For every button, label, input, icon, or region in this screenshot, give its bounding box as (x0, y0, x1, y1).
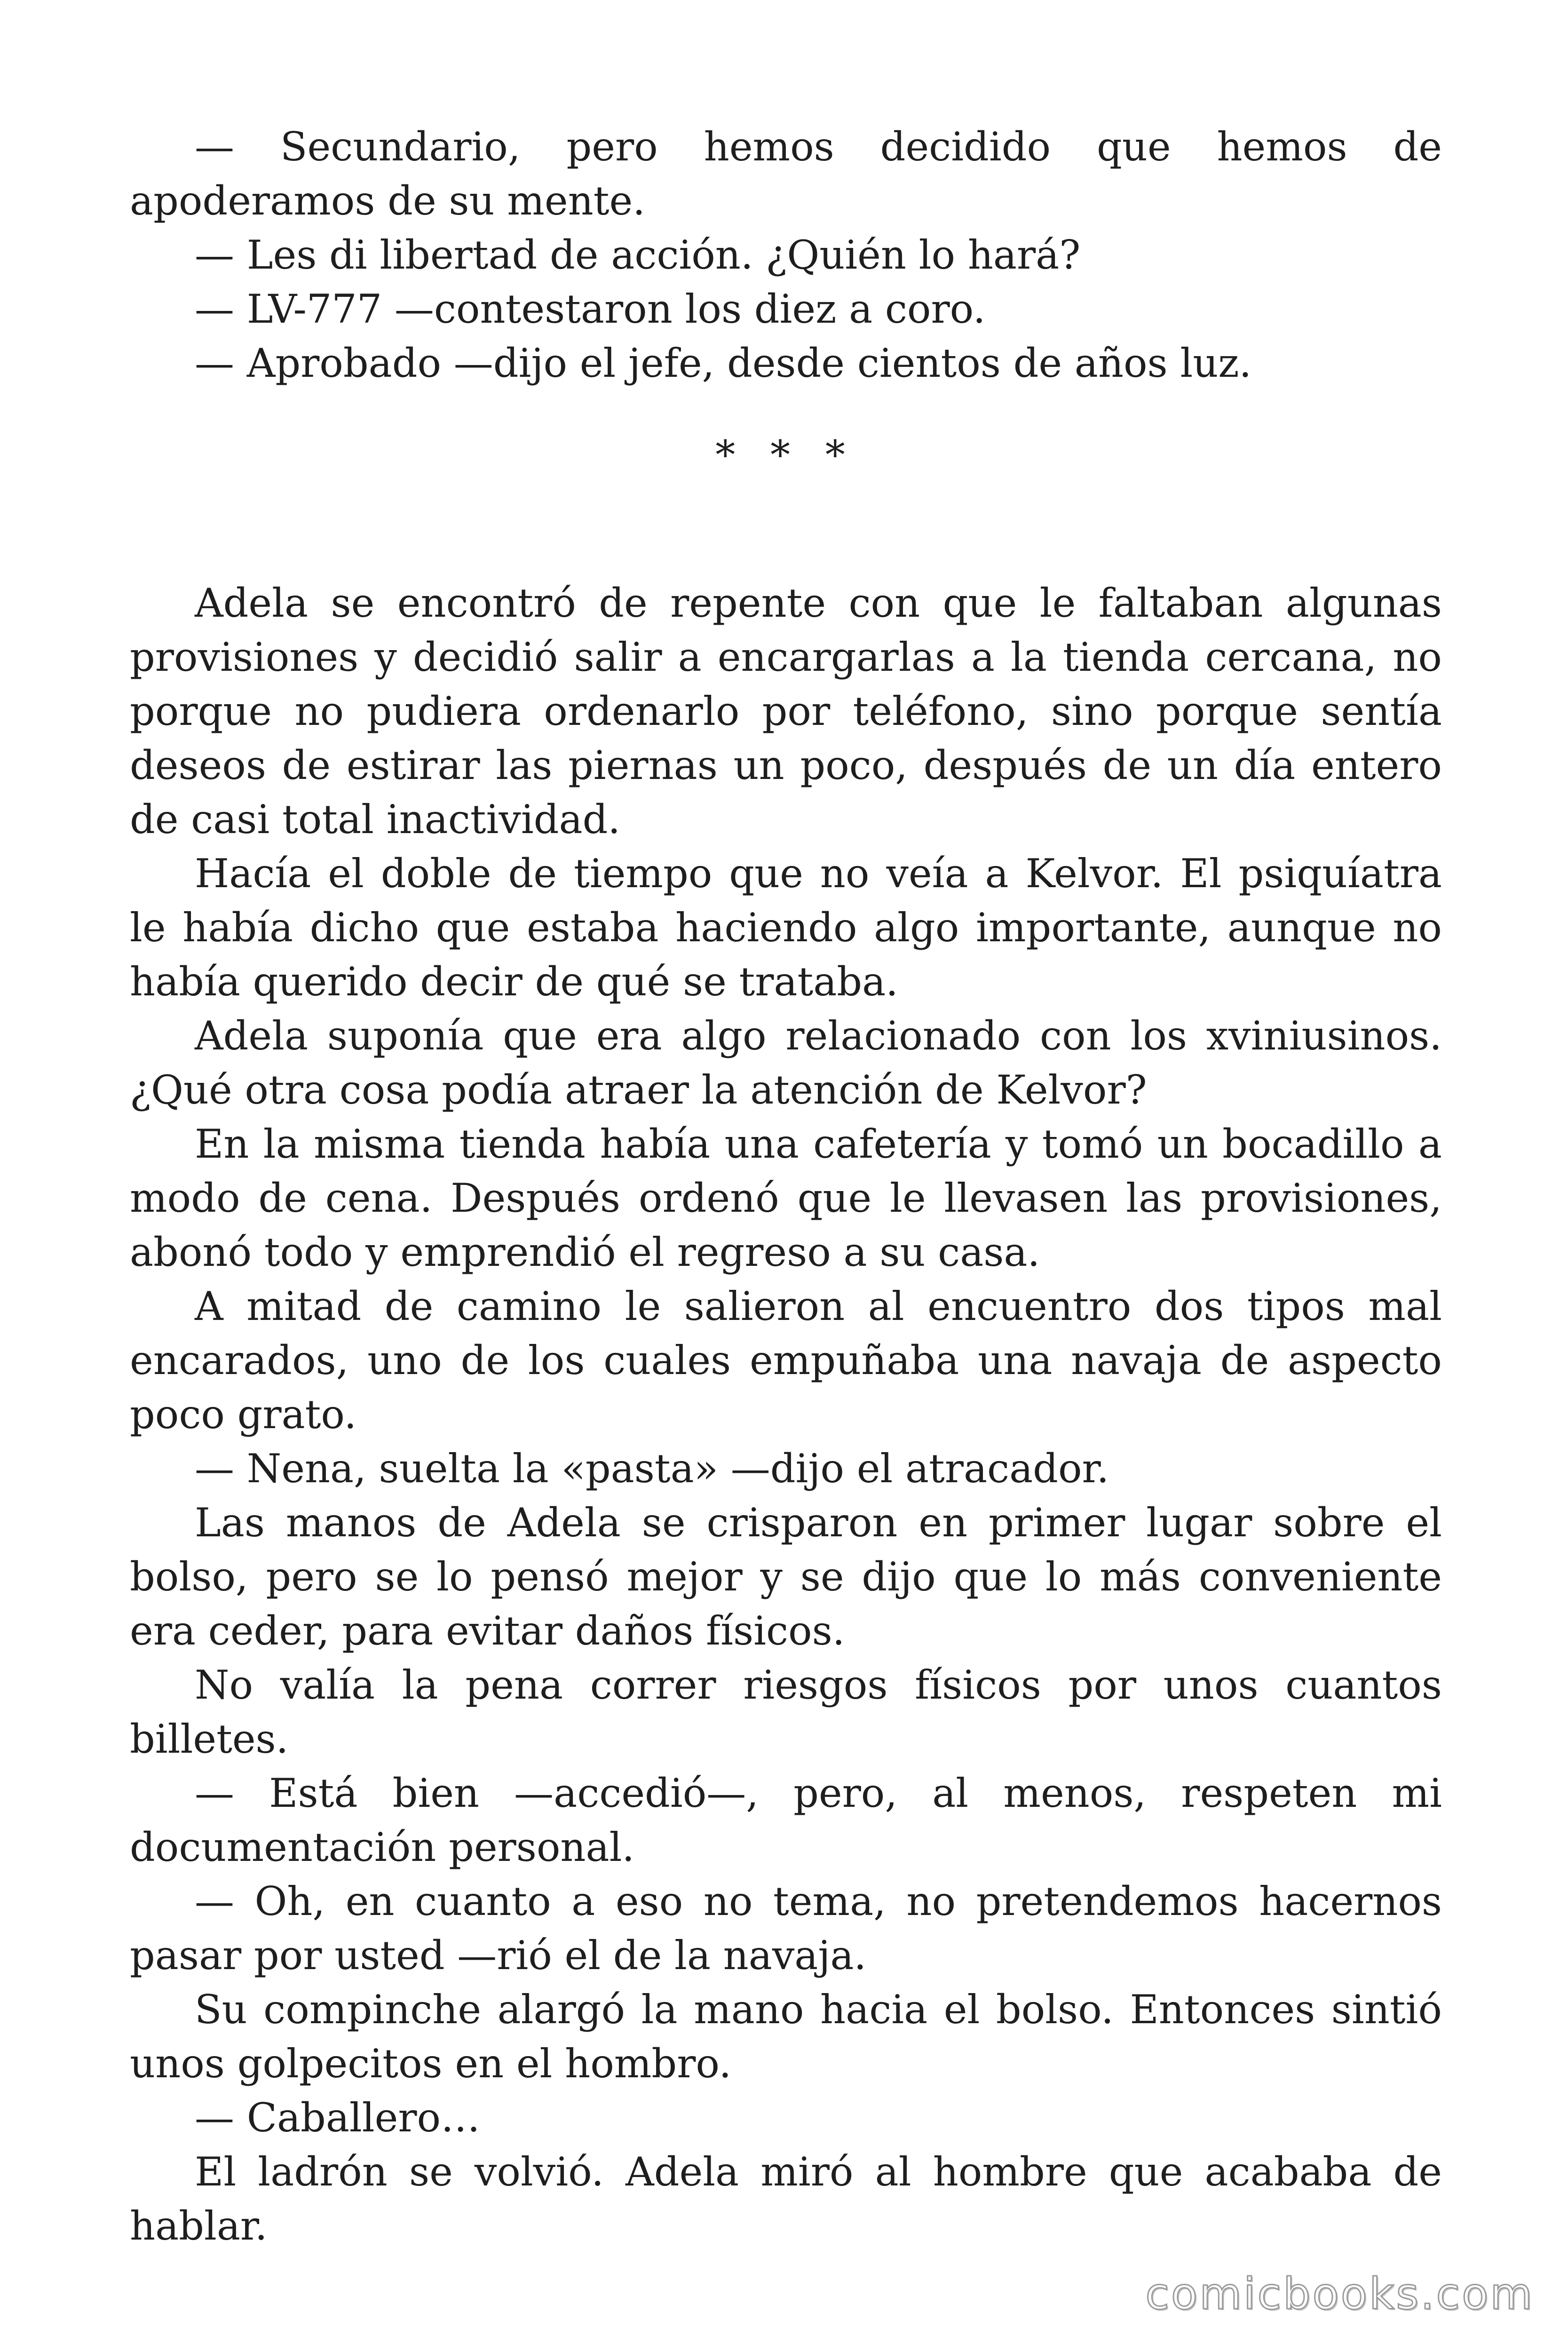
paragraph: Hacía el doble de tiempo que no veía a Kelvor. El psiquíatra le había dicho que estaba haciendo algo importante, aunque no había querido decir de qué se trataba. (130, 850, 1442, 1005)
scene-separator: * * * (715, 432, 856, 478)
paragraph: — Nena, suelta la «pasta» —dijo el atracador. (195, 1446, 1109, 1492)
watermark: comicbooks.com (1145, 2269, 1534, 2319)
paragraph: — Secundario, pero hemos decidido que hemos de apoderamos de su mente. (130, 124, 1442, 224)
paragraph: — LV-777 —contestaron los diez a coro. (195, 286, 986, 332)
paragraph: Las manos de Adela se crisparon en primer lugar sobre el bolso, pero se lo pensó mejor y se dijo que lo más conveniente era ceder, para evitar daños físicos. (130, 1500, 1442, 1654)
section-narrative (130, 576, 1442, 2253)
paragraph: — Aprobado —dijo el jefe, desde cientos de años luz. (195, 340, 1252, 386)
paragraph: Su compinche alargó la mano hacia el bolso. Entonces sintió unos golpecitos en el hombro. (130, 1986, 1442, 2087)
paragraph: Adela se encontró de repente con que le faltaban algunas provisiones y decidió salir a encargarlas a la tienda cercana, no porque no pudiera ordenarlo por teléfono, sino porque sentía deseos de estirar las piernas un poco, después de un día entero de casi total inactividad. (130, 580, 1442, 842)
paragraph: — Caballero… (195, 2095, 481, 2141)
paragraph: — Está bien —accedió—, pero, al menos, respeten mi documentación personal. (130, 1770, 1442, 1870)
paragraph: — Les di libertad de acción. ¿Quién lo hará? (195, 232, 1081, 278)
page-body (130, 120, 1442, 2253)
paragraph: A mitad de camino le salieron al encuentro dos tipos mal encarados, uno de los cuales empuñaba una navaja de aspecto poco grato. (130, 1283, 1442, 1438)
paragraph: — Oh, en cuanto a eso no tema, no pretendemos hacernos pasar por usted —rió el de la navaja. (130, 1878, 1442, 1979)
paragraph: El ladrón se volvió. Adela miró al hombre que acababa de hablar. (130, 2149, 1442, 2249)
paragraph: No valía la pena correr riesgos físicos por unos cuantos billetes. (130, 1662, 1442, 1762)
paragraph: En la misma tienda había una cafetería y tomó un bocadillo a modo de cena. Después ordenó que le llevasen las provisiones, abonó todo y emprendió el regreso a su casa. (130, 1121, 1442, 1275)
section-dialogue (130, 120, 1442, 390)
paragraph: Adela suponía que era algo relacionado con los xviniusinos. ¿Qué otra cosa podía atraer la atención de Kelvor? (130, 1013, 1442, 1113)
